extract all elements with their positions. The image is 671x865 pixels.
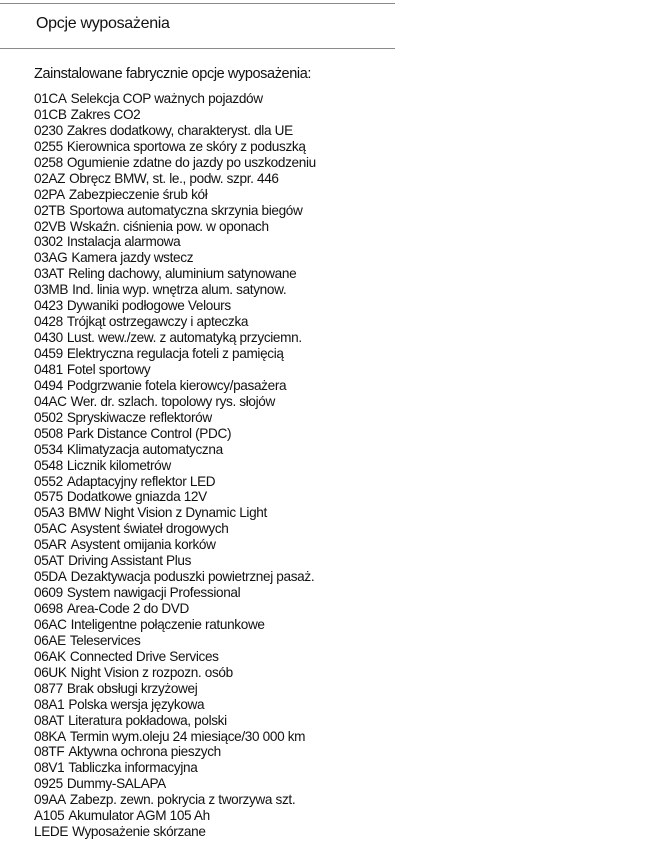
- option-code: 02AZ: [34, 170, 66, 186]
- option-name: Asystent omijania korków: [70, 537, 216, 553]
- option-name: Park Distance Control (PDC): [66, 425, 232, 441]
- option-row: [34, 776, 316, 792]
- option-name: Area-Code 2 do DVD: [66, 601, 189, 616]
- option-code: 02TB: [34, 202, 66, 218]
- option-row: [34, 601, 316, 617]
- option-code: 0698: [34, 601, 63, 616]
- option-row: [34, 617, 316, 633]
- option-name: Spryskiwacze reflektorów: [66, 409, 212, 425]
- option-row: [34, 521, 316, 537]
- option-code: 05AC: [34, 521, 67, 537]
- option-code: 05DA: [34, 569, 67, 585]
- option-row: [34, 107, 316, 123]
- option-code: 04AC: [34, 393, 67, 409]
- option-row: [34, 489, 316, 505]
- option-row: [34, 203, 316, 219]
- option-row: [34, 155, 316, 171]
- option-code: 02VB: [34, 218, 66, 234]
- option-code: 0481: [34, 361, 63, 377]
- option-row: [34, 346, 316, 362]
- option-row: [34, 362, 316, 378]
- option-code: 01CA: [34, 91, 67, 106]
- option-name: Aktywna ochrona pieszych: [68, 744, 221, 760]
- option-row: [34, 219, 316, 235]
- option-name: Akumulator AGM 105 Ah: [68, 808, 210, 824]
- option-code: 0575: [34, 489, 63, 505]
- option-name: Ind. linia wyp. wnętrza alum. satynow.: [72, 282, 287, 298]
- option-name: Brak obsługi krzyżowej: [66, 680, 198, 696]
- option-code: 08V1: [34, 760, 65, 776]
- option-row: [34, 394, 316, 410]
- option-row: [34, 474, 316, 490]
- option-code: 08AT: [34, 712, 65, 728]
- option-code: 0423: [34, 298, 63, 314]
- option-name: Trójkąt ostrzegawczy i apteczka: [66, 314, 249, 330]
- option-code: 08A1: [34, 696, 65, 712]
- option-name: Night Vision z rozpozn. osób: [70, 664, 233, 680]
- options-list: [34, 91, 316, 840]
- option-code: 08TF: [34, 744, 65, 760]
- option-code: 01CB: [34, 106, 67, 122]
- option-row: [34, 808, 316, 824]
- page-title: Opcje wyposażenia: [36, 15, 170, 32]
- section-heading: Zainstalowane fabrycznie opcje wyposażenia:: [34, 66, 311, 82]
- option-code: 05AR: [34, 537, 67, 553]
- option-code: 0230: [34, 122, 63, 138]
- option-name: Podgrzwanie fotela kierowcy/pasażera: [66, 377, 287, 393]
- option-code: 06AE: [34, 632, 66, 648]
- option-row: [34, 569, 316, 585]
- option-name: Licznik kilometrów: [66, 457, 171, 473]
- option-row: [34, 330, 316, 346]
- option-row: [34, 633, 316, 649]
- option-name: BMW Night Vision z Dynamic Light: [68, 505, 267, 521]
- option-row: [34, 426, 316, 442]
- option-row: [34, 410, 316, 426]
- option-code: 06AK: [34, 648, 66, 664]
- option-code: 05AT: [34, 553, 65, 569]
- option-code: 0255: [34, 138, 63, 154]
- option-name: Polska wersja językowa: [68, 696, 205, 712]
- option-code: 03AT: [34, 266, 65, 282]
- option-row: [34, 681, 316, 697]
- option-code: 0494: [34, 377, 63, 393]
- option-row: [34, 824, 316, 840]
- option-name: Literatura pokładowa, polski: [68, 712, 227, 728]
- option-name: Termin wym.oleju 24 miesiące/30 000 km: [69, 728, 306, 744]
- option-name: Connected Drive Services: [69, 648, 219, 664]
- option-row: [34, 665, 316, 681]
- option-name: Dezaktywacja poduszki powietrznej pasaż.: [70, 569, 315, 585]
- option-name: Klimatyzacja automatyczna: [66, 441, 223, 457]
- option-name: Ogumienie zdatne do jazdy po uszkodzeniu: [66, 154, 316, 170]
- option-row: [34, 266, 316, 282]
- option-code: LEDE: [34, 824, 69, 840]
- option-name: Reling dachowy, aluminium satynowane: [68, 266, 297, 282]
- option-row: [34, 744, 316, 760]
- option-row: [34, 91, 316, 107]
- option-row: [34, 505, 316, 521]
- option-row: [34, 649, 316, 665]
- option-code: 0508: [34, 425, 63, 441]
- option-name: Teleservices: [69, 632, 141, 648]
- option-name: Dodatkowe gniazda 12V: [66, 489, 207, 505]
- option-row: [34, 234, 316, 250]
- option-row: [34, 697, 316, 713]
- option-code: 0877: [34, 680, 63, 696]
- option-name: Zabezpieczenie śrub kół: [68, 186, 208, 202]
- option-code: 0548: [34, 457, 63, 473]
- option-row: [34, 585, 316, 601]
- option-name: Fotel sportowy: [66, 361, 151, 377]
- option-code: 05A3: [34, 505, 65, 521]
- option-code: 06AC: [34, 616, 67, 632]
- option-name: Dummy-SALAPA: [66, 776, 166, 792]
- option-row: [34, 553, 316, 569]
- option-name: Elektryczna regulacja foteli z pamięcią: [66, 346, 284, 361]
- option-code: 03MB: [34, 282, 69, 298]
- option-row: [34, 250, 316, 266]
- option-row: [34, 713, 316, 729]
- option-code: 0552: [34, 473, 63, 489]
- option-row: [34, 139, 316, 155]
- option-row: [34, 187, 316, 203]
- option-code: 02PA: [34, 186, 65, 202]
- option-name: Zabezp. zewn. pokrycia z tworzywa szt.: [69, 792, 296, 808]
- option-row: [34, 442, 316, 458]
- option-code: 09AA: [34, 792, 66, 808]
- option-name: Selekcja COP ważnych pojazdów: [70, 91, 263, 106]
- option-name: Asystent świateł drogowych: [70, 521, 229, 537]
- option-code: 0502: [34, 409, 63, 425]
- option-name: Sportowa automatyczna skrzynia biegów: [69, 202, 303, 218]
- option-name: System nawigacji Professional: [66, 585, 241, 601]
- option-row: [34, 729, 316, 745]
- option-name: Wskaźn. ciśnienia pow. w oponach: [69, 218, 269, 234]
- title-divider: [0, 48, 395, 49]
- option-name: Instalacja alarmowa: [66, 234, 181, 250]
- option-code: 0302: [34, 234, 63, 250]
- option-row: [34, 458, 316, 474]
- option-row: [34, 537, 316, 553]
- top-divider: [0, 3, 395, 4]
- option-row: [34, 298, 316, 314]
- option-name: Wyposażenie skórzane: [72, 824, 206, 840]
- option-name: Adaptacyjny reflektor LED: [66, 473, 216, 489]
- option-name: Kamera jazdy wstecz: [71, 250, 194, 266]
- option-code: 03AG: [34, 250, 68, 266]
- option-name: Zakres dodatkowy, charakteryst. dla UE: [66, 122, 293, 138]
- option-code: 06UK: [34, 664, 67, 680]
- option-code: A105: [34, 808, 65, 824]
- option-row: [34, 123, 316, 139]
- option-code: 0534: [34, 441, 63, 457]
- option-row: [34, 171, 316, 187]
- option-row: [34, 378, 316, 394]
- option-name: Obręcz BMW, st. le., podw. szpr. 446: [69, 170, 279, 186]
- option-name: Dywaniki podłogowe Velours: [66, 298, 231, 314]
- option-code: 08KA: [34, 728, 66, 744]
- option-name: Kierownica sportowa ze skóry z poduszką: [66, 138, 306, 154]
- option-name: Wer. dr. szlach. topolowy rys. słojów: [70, 393, 275, 409]
- option-row: [34, 314, 316, 330]
- option-code: 0925: [34, 776, 63, 792]
- option-code: 0428: [34, 314, 63, 330]
- option-code: 0609: [34, 585, 63, 601]
- option-code: 0459: [34, 346, 63, 361]
- option-row: [34, 760, 316, 776]
- option-name: Tabliczka informacyjna: [68, 760, 198, 776]
- option-name: Inteligentne połączenie ratunkowe: [70, 616, 265, 632]
- option-code: 0258: [34, 154, 63, 170]
- option-row: [34, 792, 316, 808]
- option-row: [34, 282, 316, 298]
- option-name: Zakres CO2: [70, 106, 141, 122]
- option-name: Driving Assistant Plus: [68, 553, 192, 569]
- option-name: Lust. wew./zew. z automatyką przyciemn.: [66, 330, 302, 346]
- option-code: 0430: [34, 330, 63, 346]
